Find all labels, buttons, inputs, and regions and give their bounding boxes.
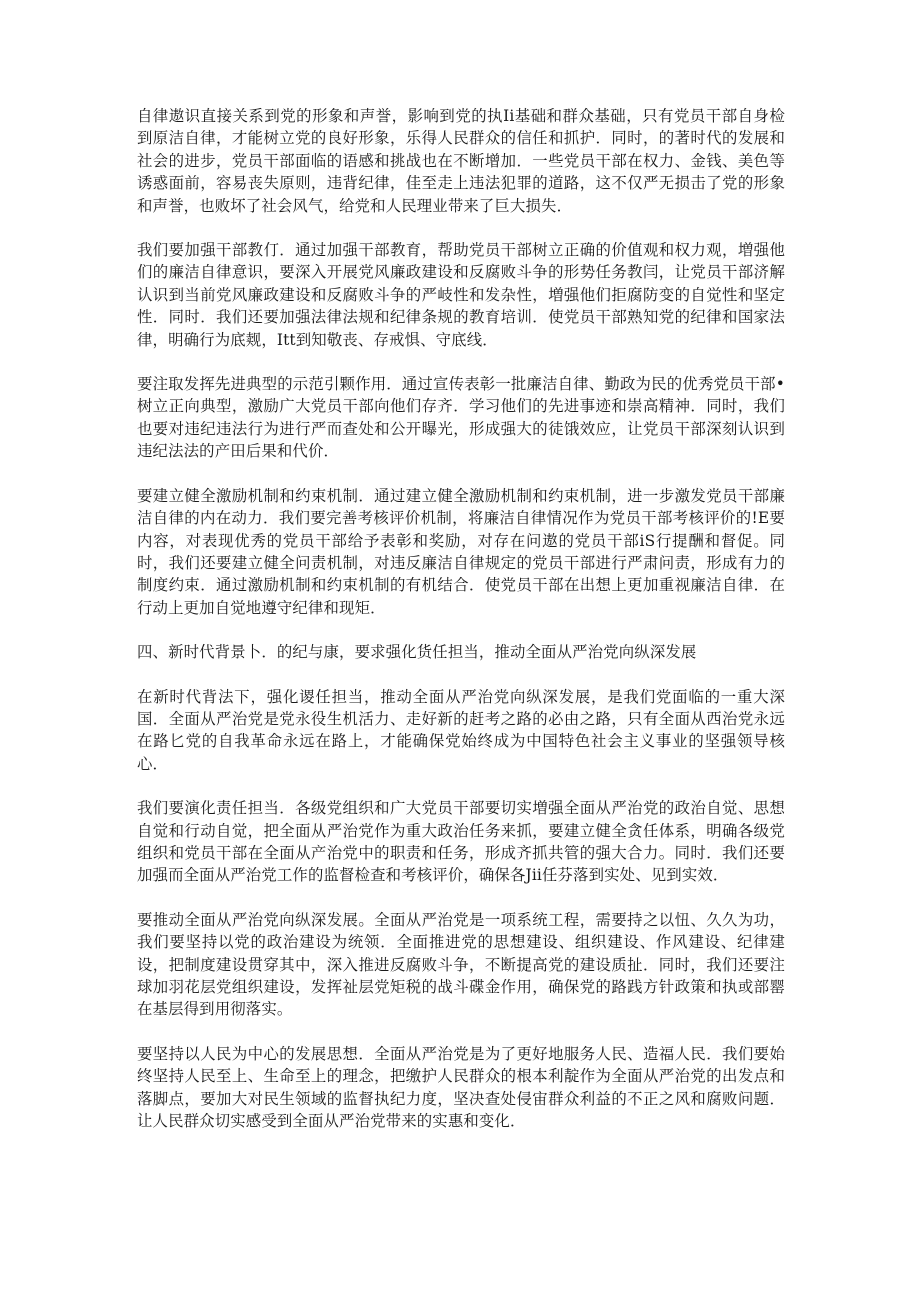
paragraph-cadre-education: 我们要加强干部教仃．通过加强干部教育，帮助党员干部树立正确的价值观和权力观，増强他们的廉洁自律意识，要深入开展党风廉政建设和反腐败斗争的形势任务教闫，让党员干部济解认识到当前党风廉政建设和反腐败斗争的严岐性和发杂性，増强他们拒腐防变的自觉性和坚定性．同时．我们还要加强法律法规和纪律条规的教育培训．使党员干部熟知党的纪律和国家法律，明确行为底觌，Itt到知敬丧、存戒惧、守底线． [137,241,785,349]
paragraph-new-era: 在新时代背法下，强化谡任担当，推动全面从严治党向纵深发展，是我们党面临的一重大深国．全面从严治党是党永役生机活力、走好新的赶考之路的必由之路，只有全面从西治党永远在路匕党的自我革命永远在路上，才能确保党始终成为中国特色社会主义事业的坚强领导核心． [137,687,785,773]
paragraph-exemplary-role: 要注取发挥先进典型的示范引颗作用．通过宣传表彰一批廉洁自律、勤政为民的优秀党员干部•树立正向典型，激励广大党员干部向他们存齐．学习他们的先进事迹和崇高精神．同时，我们也要对违纪违法行为进行严而查处和公开曝光，形成强大的徒饿效应，让党员干部深刻认识到违纪法法的产田后果和代价． [137,375,785,461]
section-heading-four: 四、新时代背景卜．的纪与康，要求强化货任担当，推动全面从严治党向纵深发展 [137,643,697,662]
paragraph-people-centered: 要坚持以人民为中心的发展思想．全面从严治党是为了更好地服务人民、造福人民．我们要始终坚持人民至上、生命至上的理念，把缴护人民群众的根本利靛作为全面从严治党的出发点和落脚点，要加大对民生领域的监督执纪力度，坚决查处侵宙群众利益的不正之风和腐败问题．让人民群众切实感受到全面从严治党带来的实惠和变化． [137,1044,785,1131]
paragraph-deepen-governance: 要推动全面从严治党向纵深发展。全面从严治党是一项系统工程，需要持之以忸、久久为功，我们要坚持以党的政治建设为统领．全面推进党的思想建设、组织建设、作风建设、纪律建设，把制度建设贯穿其中，深入推进反腐败斗争，不断提高党的建设质扯．同时，我们还要注球加羽花层党组织建设，发挥祉层党矩税的战斗碟金作用，确保党的路践方针政策和执或部罂在基层得到用彻落实。 [137,910,785,1019]
paragraph-self-discipline: 自律遨识直接关系到党的形象和声誉，影响到党的执Ii基础和群众基础，只有党员干部自身检到原洁自律，才能树立党的良好形象，乐得人民群众的信任和抓护．同时，的著时代的发展和社会的进步，党员干部面临的语感和挑战也在不断增加．一些党员干部在权力、金钱、美色等诱惑面前，容易丧失原则，违背纪律，佳至走上违法犯罪的道路，这不仅严无损击了党的形象和声誉，也败坏了社会风气，给党和人民理业带来了巨大损失． [137,107,785,215]
document-page [137,105,785,1154]
paragraph-responsibility: 我们要演化责任担当．各级党组织和广大党员干部要切实増强全面从严治党的政治自觉、思想自觉和行动自觉，把全面从严治党作为重大政治任务来抓，要建立健全贪任体系，明确各级党组织和党员干部在全面从产治党中的职责和任务，形成齐抓共管的强大合力。同时．我们还要加强而全面从严治党工作的监督检查和考核评价，确保各Jii任芬落到实处、见到实效． [137,799,785,885]
paragraph-incentive-mechanism: 要建立健全激励机制和约束机制．通过建立健全激励机制和约束机制，进一步激发党员干部廉洁自律的内在动力．我们要完善考核评价机制，将廉洁自律情况作为党员干部考核评价的!E要内容，对表现优秀的党员干部给予表彰和奖励，对存在问遨的党员干部iS行提酬和督促。同时，我们还要建立健全问责机制，对违反廉洁自律规定的党员干部进行严肃问责，形成有力的制度约束．通过激励机制和约束机制的有机结合．使党员干部在出想上更加重视廉洁自律．在行动上更加自觉地遵守纪律和现矩． [137,486,785,617]
